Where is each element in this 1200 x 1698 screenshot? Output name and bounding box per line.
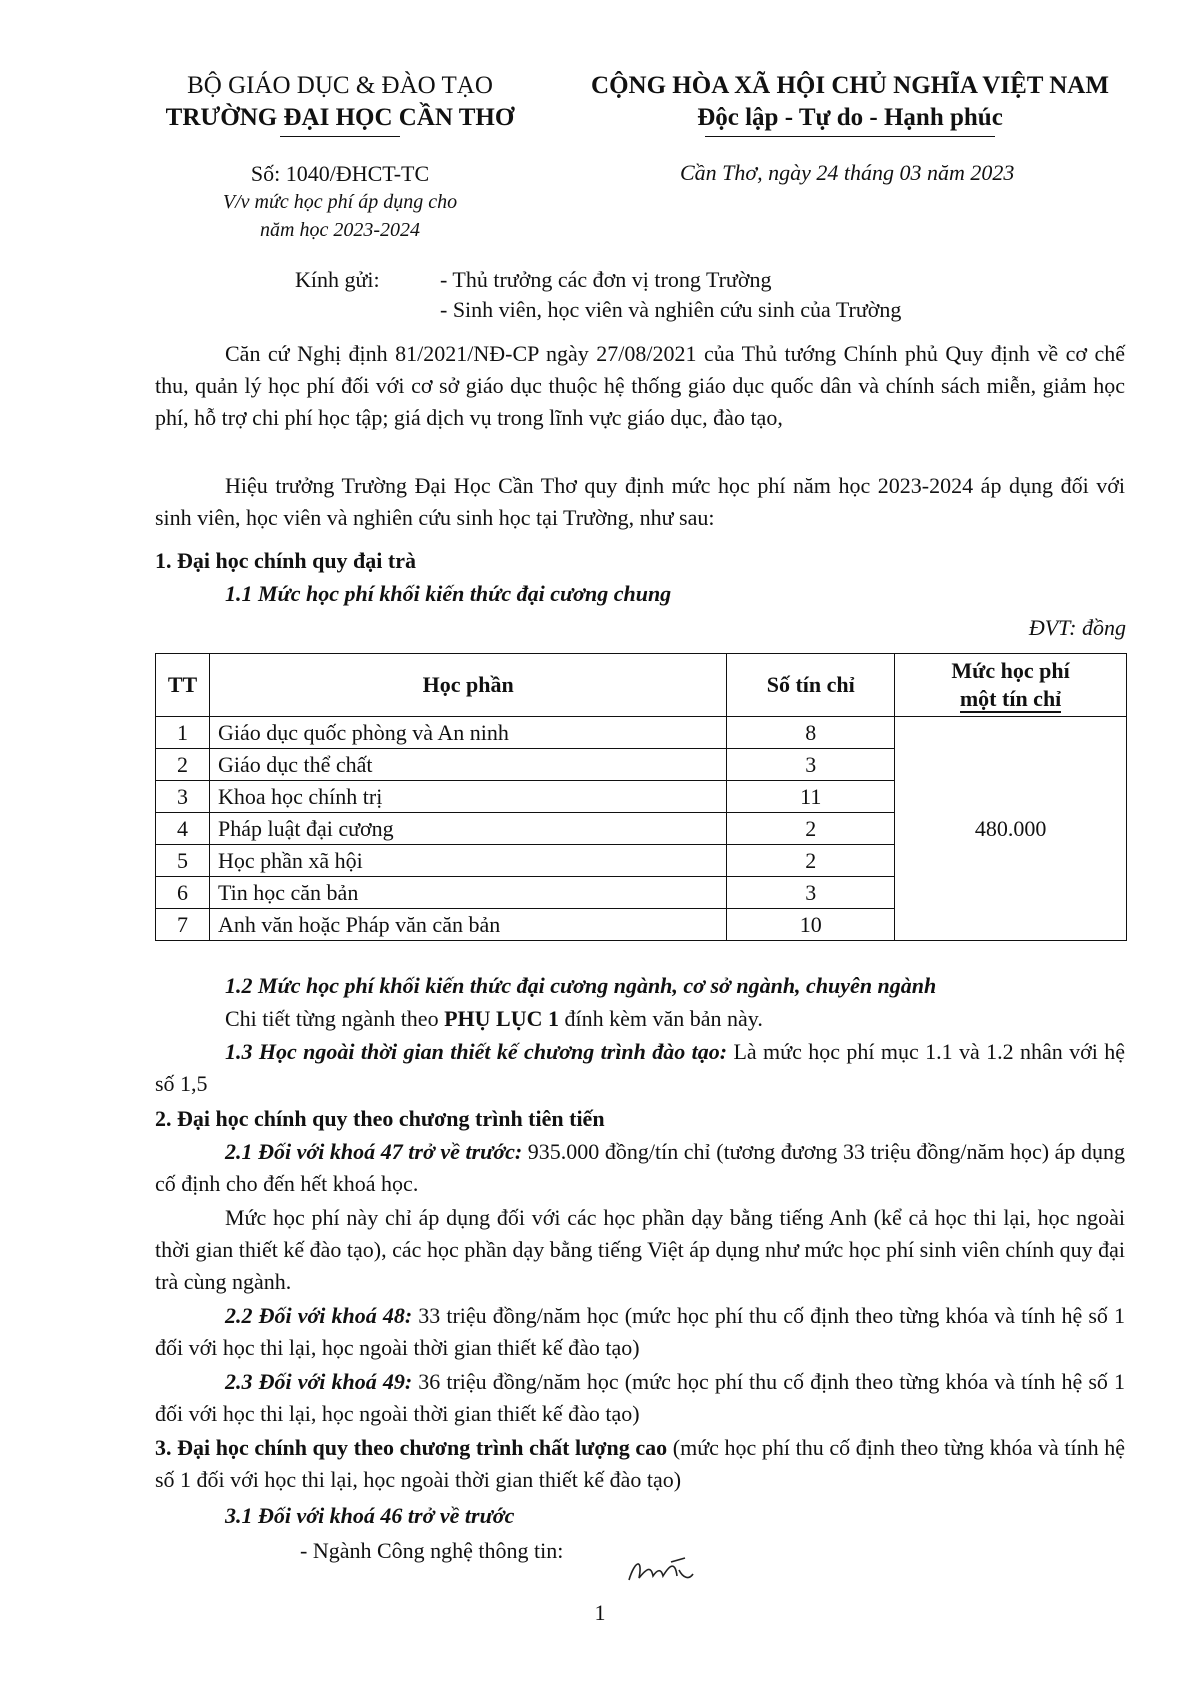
recipients-list [440,265,901,325]
row-credits: 2 [727,845,895,877]
row-credits: 3 [727,877,895,909]
section-3-title: 3. Đại học chính quy theo chương trình chất lượng cao [155,1435,668,1460]
header-course: Học phần [209,654,726,717]
fee-per-credit: 480.000 [895,717,1127,941]
nation-header [560,70,1140,137]
university-name: TRƯỜNG ĐẠI HỌC CẦN THƠ [165,104,515,131]
section-2-title: 2. Đại học chính quy theo chương trình tiên tiến [155,1106,605,1131]
header-fee [895,654,1127,717]
row-tt: 4 [156,813,210,845]
row-course: Giáo dục thể chất [209,749,726,781]
page-number: 1 [594,1600,606,1625]
document-number: Số: 1040/ĐHCT-TC [250,161,430,186]
appendix-text-end: đính kèm văn bản này. [558,1006,763,1031]
section-2-1-text: 935.000 đồng/tín chỉ (tương đương 33 triệu đồng/năm học) áp dụng cố định cho đến hết khoá học. [155,1139,1125,1196]
section-3-text: (mức học phí thu cố định theo từng khóa và tính hệ số 1 đối với học thi lại, học ngoài thời gian thiết kế đào tạo) [155,1435,1125,1492]
section-2-1 [155,1136,1125,1200]
decision-paragraph: Hiệu trưởng Trường Đại Học Cần Thơ quy định mức học phí năm học 2023-2024 áp dụng đối với sinh viên, học viên và nghiên cứu sinh học tại Trường, như sau: [155,473,1125,530]
section-2-3 [155,1366,1125,1430]
place-date: Cần Thơ, ngày 24 tháng 03 năm 2023 [680,160,1015,185]
section-1-2-title: 1.2 Mức học phí khối kiến thức đại cương ngành, cơ sở ngành, chuyên ngành [225,973,937,998]
table-header-row [156,654,1127,717]
row-credits: 11 [727,781,895,813]
row-tt: 3 [156,781,210,813]
legal-basis-paragraph: Căn cứ Nghị định 81/2021/NĐ-CP ngày 27/08/2021 của Thủ tướng Chính phủ Quy định về cơ chế thu, quản lý học phí đối với cơ sở giáo dục thuộc hệ thống giáo dục quốc dân và chính sách miễn, giảm học phí, hỗ trợ chi phí học tập; giá dịch vụ trong lĩnh vực giáo dục, đào tạo, [155,341,1125,430]
ministry-header [150,70,530,137]
national-motto: Độc lập - Tự do - Hạnh phúc [697,104,1003,131]
table-row [156,717,1127,749]
subject-line-2: năm học 2023-2024 [260,219,420,241]
recipient-item: - Thủ trưởng các đơn vị trong Trường [440,267,772,292]
row-tt: 1 [156,717,210,749]
appendix-text: Chi tiết từng ngành theo [225,1006,445,1031]
section-2-3-text: 36 triệu đồng/năm học (mức học phí thu cố định theo từng khóa và tính hệ số 1 đối với học thi lại, học ngoài thời gian thiết kế đào tạo) [155,1369,1126,1426]
nation-name: CỘNG HÒA XÃ HỘI CHỦ NGHĨA VIỆT NAM [591,72,1109,99]
row-course: Anh văn hoặc Pháp văn căn bản [209,909,726,941]
section-1-2-text [225,1003,1125,1035]
section-3-1-title: 3.1 Đối với khoá 46 trở về trước [225,1503,515,1528]
section-2-2-title: 2.2 Đối với khoá 48: [225,1303,413,1328]
header-tt: TT [156,654,210,717]
section-2-2-text: 33 triệu đồng/năm học (mức học phí thu cố định theo từng khóa và tính hệ số 1 đối với học thi lại, học ngoài thời gian thiết kế đào tạo) [155,1303,1126,1360]
row-credits: 3 [727,749,895,781]
section-2-3-title: 2.3 Đối với khoá 49: [225,1369,413,1394]
appendix-ref: PHỤ LỤC 1 [444,1006,559,1031]
header-credits: Số tín chỉ [727,654,895,717]
header-divider [280,136,400,137]
header-fee-line2: một tín chỉ [959,686,1062,711]
section-2-note: Mức học phí này chỉ áp dụng đối với các học phần dạy bằng tiếng Anh (kể cả học thi lại, học ngoài thời gian thiết kế đào tạo), các học phần dạy bằng tiếng Việt áp dụng như mức học phí sinh viên chính quy đại trà cùng ngành. [155,1205,1125,1294]
row-tt: 2 [156,749,210,781]
initials-signature [625,1550,695,1590]
fee-table [155,653,1127,941]
section-1-3-title: 1.3 Học ngoài thời gian thiết kế chương trình đào tạo: [225,1039,728,1064]
section-3 [155,1432,1125,1496]
section-1-3-text: Là mức học phí mục 1.1 và 1.2 nhân với hệ số 1,5 [155,1039,1125,1096]
row-tt: 6 [156,877,210,909]
row-course: Khoa học chính trị [209,781,726,813]
row-tt: 5 [156,845,210,877]
section-3-1-item: - Ngành Công nghệ thông tin: [300,1538,564,1563]
header-fee-line1: Mức học phí [951,658,1070,683]
row-course: Pháp luật đại cương [209,813,726,845]
row-credits: 2 [727,813,895,845]
row-course: Giáo dục quốc phòng và An ninh [209,717,726,749]
document-reference [150,160,530,244]
subject-line-1: V/v mức học phí áp dụng cho [222,191,458,213]
ministry-name: BỘ GIÁO DỤC & ĐÀO TẠO [187,72,493,99]
row-credits: 8 [727,717,895,749]
row-credits: 10 [727,909,895,941]
section-1-3 [155,1036,1125,1100]
unit-label: ĐVT: đồng [1028,615,1126,640]
section-2-1-title: 2.1 Đối với khoá 47 trở về trước: [225,1139,523,1164]
section-2-2 [155,1300,1125,1364]
row-course: Tin học căn bản [209,877,726,909]
section-1-title: 1. Đại học chính quy đại trà [155,548,416,573]
section-1-1-title: 1.1 Mức học phí khối kiến thức đại cương chung [225,581,672,606]
row-course: Học phần xã hội [209,845,726,877]
row-tt: 7 [156,909,210,941]
motto-divider [705,136,995,137]
recipients-label: Kính gửi: [295,267,380,292]
recipient-item: - Sinh viên, học viên và nghiên cứu sinh của Trường [440,297,902,322]
